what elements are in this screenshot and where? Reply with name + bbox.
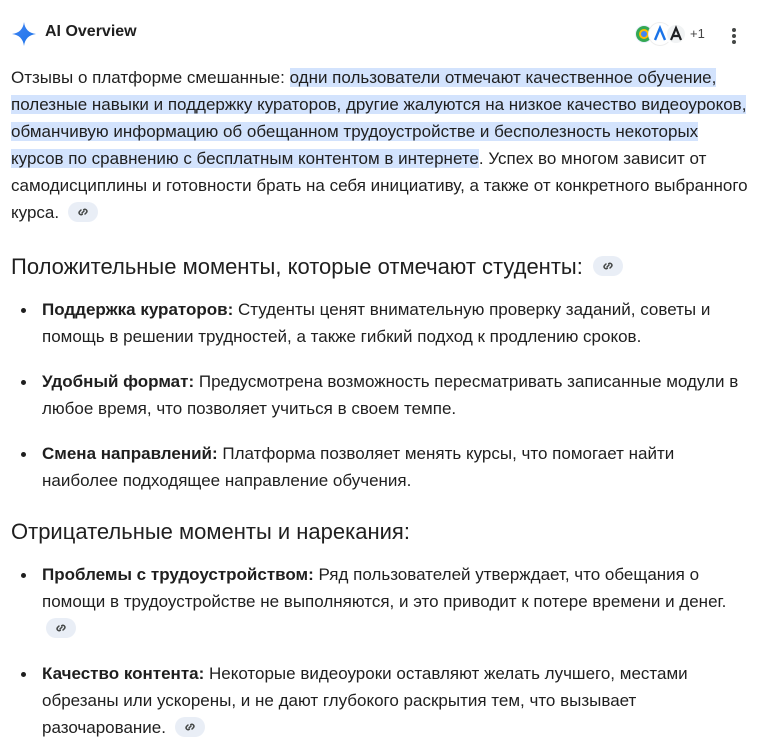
list-item: Проблемы с трудоустройством: Ряд пользователей утверждает, что обещания о помощи в трудоустройстве не выполняются, и это приводит к потере времени и денег. — [11, 561, 751, 642]
list-item: Удобный формат: Предусмотрена возможность пересматривать записанные модули в любое время, что позволяет учиться в своем темпе. — [11, 368, 751, 422]
ai-overview-title: AI Overview — [45, 23, 137, 40]
citation-link-button[interactable] — [68, 202, 98, 222]
citation-link-button[interactable] — [46, 618, 76, 638]
link-icon — [76, 205, 90, 219]
positive-list — [11, 296, 751, 494]
link-icon — [601, 259, 615, 273]
intro-lead: Отзывы о платформе смешанные: — [11, 68, 290, 87]
sources-more-count: +1 — [690, 26, 705, 41]
citation-link-button[interactable] — [175, 717, 205, 737]
list-item: Смена направлений: Платформа позволяет менять курсы, что помогает найти наиболее подходящее направление обучения. — [11, 440, 751, 494]
list-item: Качество контента: Некоторые видеоуроки оставляют желать лучшего, местами обрезаны или ускорены, и не дают глубокого раскрытия тем, что вызывает разочарование. — [11, 660, 751, 741]
link-icon — [183, 720, 197, 734]
overview-content — [11, 64, 751, 741]
more-vert-icon[interactable] — [724, 24, 744, 46]
intro-tail: . Успех во многом зависит от самодисциплины и готовности брать на себя инициативу, а также от конкретного выбранного курса. — [11, 149, 748, 222]
positive-heading: Положительные моменты, которые отмечают студенты: — [11, 253, 751, 281]
list-item: Поддержка кураторов: Студенты ценят внимательную проверку заданий, советы и помощь в решении трудностей, а также гибкий подход к продлению сроков. — [11, 296, 751, 350]
citation-link-button[interactable] — [593, 256, 623, 276]
source-logo-icon — [667, 25, 685, 43]
link-icon — [54, 621, 68, 635]
intro-paragraph — [11, 64, 751, 226]
intro-highlight: одни пользователи отмечают качественное обучение, полезные навыки и поддержку кураторов, другие жалуются на низкое качество видеоуроков, обманчивую информацию об обещанном трудоустройстве и бесполезность некоторых курсов по сравнению с бесплатным контентом в интернете — [11, 68, 747, 168]
ai-overview-header — [0, 0, 758, 66]
source-favicon — [665, 23, 687, 45]
sources-button[interactable] — [633, 21, 723, 47]
sparkle-icon — [11, 21, 37, 47]
negative-list — [11, 561, 751, 741]
negative-heading: Отрицательные моменты и нарекания: — [11, 519, 410, 544]
